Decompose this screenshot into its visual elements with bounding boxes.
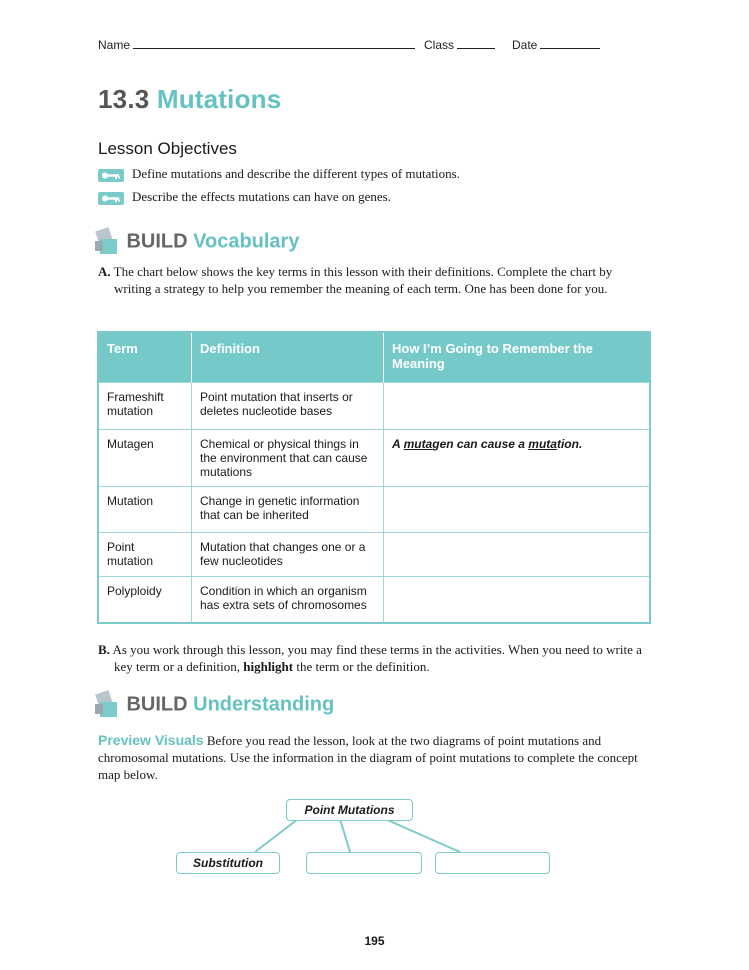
term-cell: Point mutation [98, 533, 192, 577]
header-term: Term [98, 332, 192, 383]
build-blocks-icon [92, 690, 122, 720]
section-number: 13.3 [98, 84, 150, 114]
instruction-b-letter: B. [98, 642, 110, 657]
build-label: Understanding [193, 693, 335, 716]
concept-node-blank[interactable] [435, 852, 550, 874]
table-row [98, 430, 650, 487]
objectives-heading: Lesson Objectives [98, 139, 237, 158]
vocabulary-table [97, 331, 651, 624]
name-field[interactable] [98, 37, 415, 52]
page-number: 195 [364, 934, 385, 948]
definition-cell: Change in genetic information that can be inherited [192, 487, 384, 533]
build-label: Vocabulary [193, 230, 300, 253]
preview-visuals-paragraph [98, 732, 650, 783]
objective-text: Describe the effects mutations can have on genes. [132, 189, 391, 204]
definition-cell: Condition in which an organism has extra sets of chromosomes [192, 577, 384, 623]
instruction-b-text: As you work through this lesson, you may find these terms in the activities. When you need to write a key term or a definition, [112, 642, 642, 674]
preview-visuals-label: Preview Visuals [98, 732, 204, 748]
table-row [98, 487, 650, 533]
instruction-a [98, 263, 650, 297]
date-field[interactable] [512, 37, 600, 52]
build-word: BUILD [126, 230, 188, 253]
instruction-b-highlight: highlight [243, 659, 294, 674]
objective-item [98, 166, 460, 182]
concept-node-substitution: Substitution [176, 852, 280, 874]
remember-cell[interactable] [384, 430, 651, 487]
table-row [98, 533, 650, 577]
key-icon [98, 169, 124, 182]
instruction-a-text: The chart below shows the key terms in this lesson with their definitions. Complete the chart by writing a strategy to help you remember the meaning of each term. One has been done for you. [113, 264, 613, 296]
definition-cell: Mutation that changes one or a few nucleotides [192, 533, 384, 577]
table-row [98, 383, 650, 430]
term-cell: Polyploidy [98, 577, 192, 623]
definition-cell: Point mutation that inserts or deletes nucleotide bases [192, 383, 384, 430]
remember-cell[interactable] [384, 383, 651, 430]
class-field[interactable] [424, 37, 495, 52]
build-word: BUILD [126, 693, 188, 716]
key-icon [98, 192, 124, 205]
remember-cell[interactable] [384, 533, 651, 577]
term-cell: Frameshift mutation [98, 383, 192, 430]
objective-item [98, 189, 391, 205]
term-cell: Mutagen [98, 430, 192, 487]
objective-text: Define mutations and describe the different types of mutations. [132, 166, 460, 181]
table-header-row [98, 332, 650, 383]
build-understanding-heading [92, 690, 334, 720]
section-title: Mutations [156, 84, 282, 114]
instruction-b-text-end: the term or the definition. [293, 659, 430, 674]
table-row [98, 577, 650, 623]
header-definition: Definition [192, 332, 384, 383]
remember-cell[interactable] [384, 487, 651, 533]
example-strategy: A mutagen can cause a mutation. [392, 437, 583, 451]
page-title [98, 84, 281, 115]
date-label: Date [512, 38, 538, 52]
definition-cell: Chemical or physical things in the environment that can cause mutations [192, 430, 384, 487]
name-label: Name [98, 38, 131, 52]
build-vocabulary-heading [92, 227, 299, 257]
instruction-b [98, 641, 650, 675]
remember-cell[interactable] [384, 577, 651, 623]
concept-node-blank[interactable] [306, 852, 422, 874]
concept-root: Point Mutations [286, 799, 413, 821]
header-remember: How I’m Going to Remember the Meaning [384, 332, 651, 383]
build-blocks-icon [92, 227, 122, 257]
preview-visuals-text: Before you read the lesson, look at the two diagrams of point mutations and chromosomal mutations. Use the information in the diagram of point mutations to complete the concept map below. [98, 733, 638, 782]
class-label: Class [424, 38, 455, 52]
term-cell: Mutation [98, 487, 192, 533]
instruction-a-letter: A. [98, 264, 111, 279]
